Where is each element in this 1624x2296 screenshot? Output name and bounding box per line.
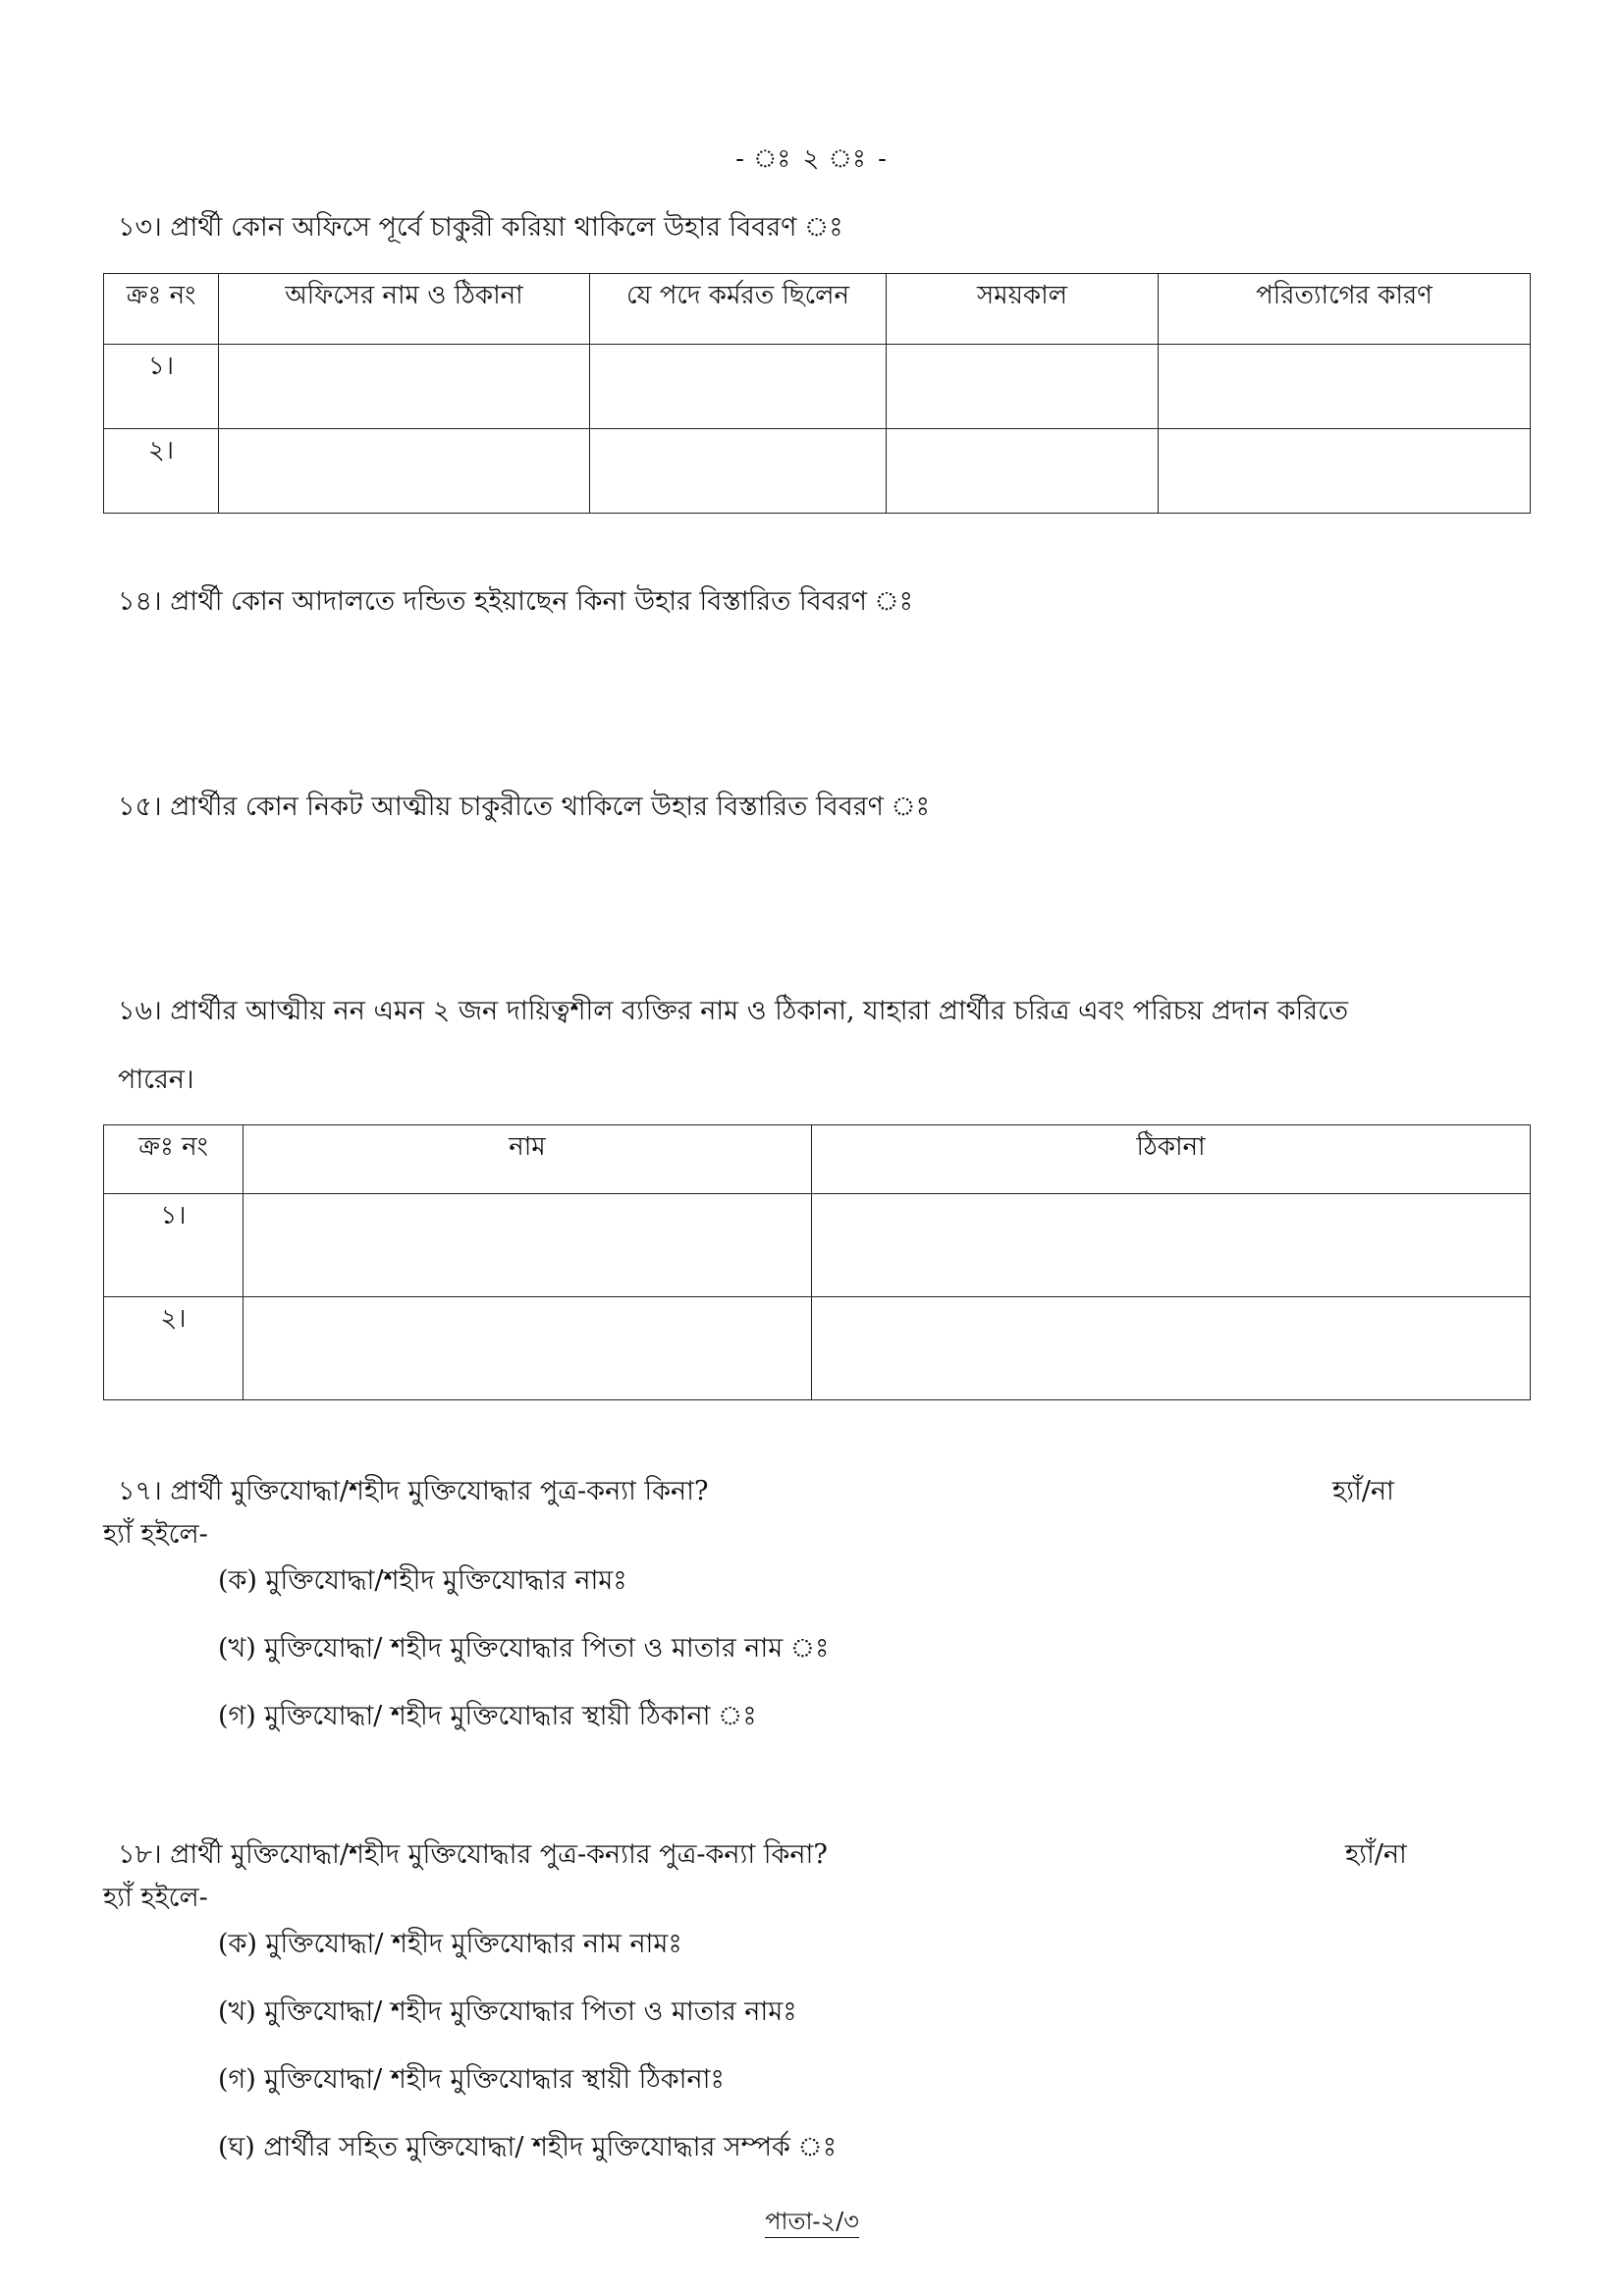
position-cell[interactable] bbox=[590, 345, 887, 429]
q16-label-line1: ১৬। প্রার্থীর আত্মীয় নন এমন ২ জন দায়িত্বশীল ব্যক্তির নাম ও ঠিকানা, যাহারা প্রার্থীর চরিত্র এবং পরিচয় প্রদান করিতে bbox=[118, 996, 1349, 1026]
col-header-reason: পরিত্যাগের কারণ bbox=[1159, 274, 1531, 345]
office-cell[interactable] bbox=[219, 429, 590, 514]
q18-yes-no[interactable]: হ্যাঁ/না bbox=[1345, 1839, 1407, 1870]
name-cell[interactable] bbox=[244, 1297, 812, 1400]
table-header-row bbox=[104, 1125, 1531, 1194]
q16-label-line2: পারেন। bbox=[118, 1065, 194, 1095]
q17-yes-no[interactable]: হ্যাঁ/না bbox=[1332, 1476, 1394, 1506]
col-header-office: অফিসের নাম ও ঠিকানা bbox=[219, 274, 590, 345]
address-cell[interactable] bbox=[812, 1194, 1531, 1297]
table-row bbox=[104, 345, 1531, 429]
q17-item-ga: (গ) মুক্তিযোদ্ধা/ শহীদ মুক্তিযোদ্ধার স্থায়ী ঠিকানা ঃ bbox=[218, 1701, 757, 1731]
table-header-row bbox=[104, 274, 1531, 345]
col-header-address: ঠিকানা bbox=[812, 1125, 1531, 1194]
q17-label: ১৭। প্রার্থী মুক্তিযোদ্ধা/শহীদ মুক্তিযোদ্ধার পুত্র-কন্যা কিনা? bbox=[118, 1476, 709, 1506]
col-header-position: যে পদে কর্মরত ছিলেন bbox=[590, 274, 887, 345]
table-row bbox=[104, 1194, 1531, 1297]
reason-cell[interactable] bbox=[1159, 345, 1531, 429]
q18-item-gha: (ঘ) প্রার্থীর সহিত মুক্তিযোদ্ধা/ শহীদ মুক্তিযোদ্ধার সম্পর্ক ঃ bbox=[218, 2132, 838, 2162]
col-header-duration: সময়কাল bbox=[887, 274, 1159, 345]
name-cell[interactable] bbox=[244, 1194, 812, 1297]
q17-if-yes: হ্যাঁ হইলে- bbox=[103, 1519, 208, 1550]
address-cell[interactable] bbox=[812, 1297, 1531, 1400]
row-serial: ১। bbox=[104, 1194, 244, 1297]
q18-label: ১৮। প্রার্থী মুক্তিযোদ্ধা/শহীদ মুক্তিযোদ্ধার পুত্র-কন্যার পুত্র-কন্যা কিনা? bbox=[118, 1839, 828, 1870]
position-cell[interactable] bbox=[590, 429, 887, 514]
q13-label: ১৩। প্রার্থী কোন অফিসে পূর্বে চাকুরী করিয়া থাকিলে উহার বিবরণ ঃ bbox=[118, 212, 843, 243]
footer-page-label bbox=[0, 2205, 1624, 2238]
employment-history-table bbox=[103, 273, 1531, 514]
q18-item-ga: (গ) মুক্তিযোদ্ধা/ শহীদ মুক্তিযোদ্ধার স্থায়ী ঠিকানাঃ bbox=[218, 2064, 725, 2095]
table-row bbox=[104, 429, 1531, 514]
page-number: - ঃ ২ ঃ - bbox=[735, 144, 889, 174]
duration-cell[interactable] bbox=[887, 345, 1159, 429]
row-serial: ২। bbox=[104, 1297, 244, 1400]
q17-item-ka: (ক) মুক্তিযোদ্ধা/শহীদ মুক্তিযোদ্ধার নামঃ bbox=[218, 1565, 627, 1596]
duration-cell[interactable] bbox=[887, 429, 1159, 514]
row-serial: ২। bbox=[104, 429, 219, 514]
table-row bbox=[104, 1297, 1531, 1400]
q18-if-yes: হ্যাঁ হইলে- bbox=[103, 1883, 208, 1913]
q18-item-kha: (খ) মুক্তিযোদ্ধা/ শহীদ মুক্তিযোদ্ধার পিতা ও মাতার নামঃ bbox=[218, 1996, 797, 2027]
office-cell[interactable] bbox=[219, 345, 590, 429]
q17-item-kha: (খ) মুক্তিযোদ্ধা/ শহীদ মুক্তিযোদ্ধার পিতা ও মাতার নাম ঃ bbox=[218, 1633, 830, 1664]
q15-label: ১৫। প্রার্থীর কোন নিকট আত্মীয় চাকুরীতে থাকিলে উহার বিস্তারিত বিবরণ ঃ bbox=[118, 792, 931, 822]
col-header-serial: ক্রঃ নং bbox=[104, 274, 219, 345]
q18-item-ka: (ক) মুক্তিযোদ্ধা/ শহীদ মুক্তিযোদ্ধার নাম নামঃ bbox=[218, 1929, 682, 1959]
col-header-name: নাম bbox=[244, 1125, 812, 1194]
reason-cell[interactable] bbox=[1159, 429, 1531, 514]
row-serial: ১। bbox=[104, 345, 219, 429]
q14-label: ১৪। প্রার্থী কোন আদালতে দন্ডিত হইয়াছেন কিনা উহার বিস্তারিত বিবরণ ঃ bbox=[118, 586, 914, 617]
footer-page-text: পাতা-২/৩ bbox=[765, 2208, 859, 2238]
col-header-serial: ক্রঃ নং bbox=[104, 1125, 244, 1194]
references-table bbox=[103, 1124, 1531, 1400]
